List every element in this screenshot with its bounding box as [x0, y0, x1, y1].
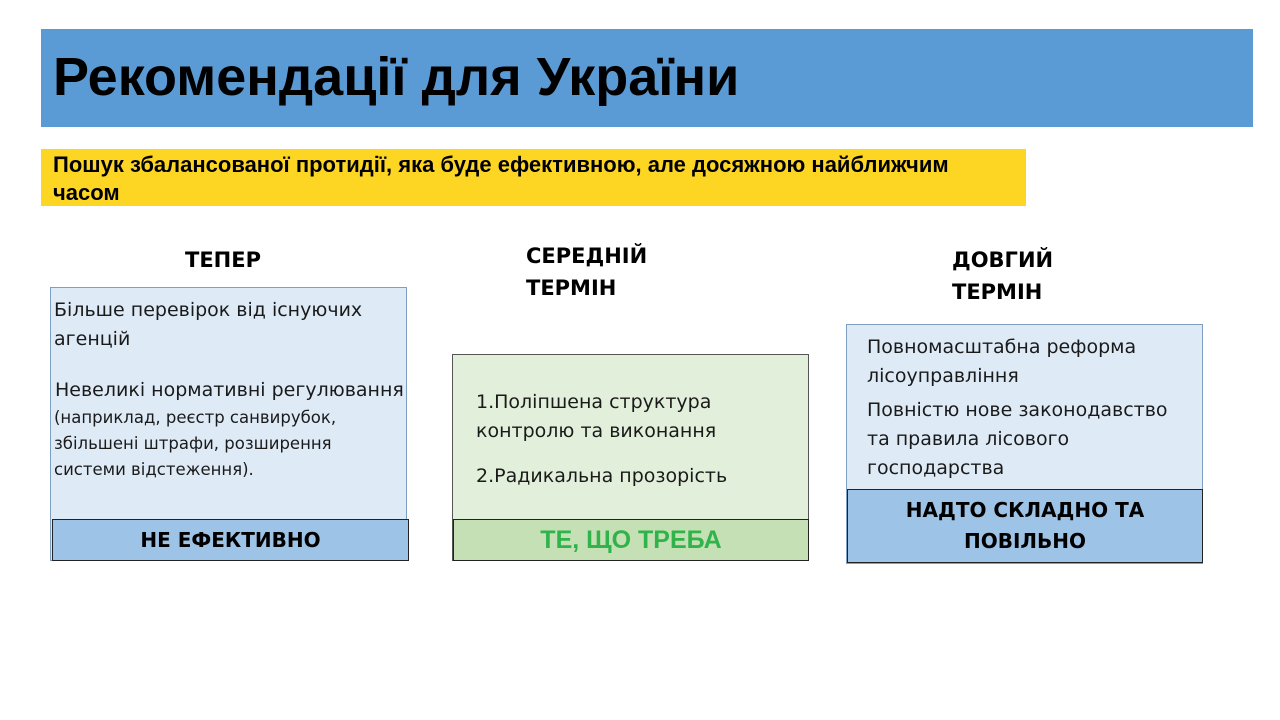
- heading-long-line1: ДОВГИЙ: [952, 248, 1054, 272]
- subtitle-banner: [41, 149, 1026, 206]
- heading-mid-line2: ТЕРМІН: [526, 276, 617, 300]
- heading-long-line2: ТЕРМІН: [952, 280, 1043, 304]
- long-item-2: Повністю нове законодавство та правила лісового господарства: [867, 399, 1168, 479]
- verdict-too-complex: [847, 489, 1203, 563]
- now-item-2: Невеликі нормативні регулювання: [55, 379, 404, 401]
- heading-now-text: ТЕПЕР: [185, 248, 261, 272]
- now-item-1: Більше перевірок від існуючих агенцій: [54, 299, 363, 350]
- title-banner: [41, 29, 1253, 127]
- heading-now: [185, 244, 261, 276]
- verdict-not-effective: НЕ ЕФЕКТИВНО: [52, 519, 409, 561]
- long-item-1: Повномасштабна реформа лісоуправління: [867, 336, 1137, 387]
- now-item-2-detail: (наприклад, реєстр санвирубок, збільшені штрафи, розширення системи відстеження).: [54, 408, 337, 479]
- verdict-too-complex-text: НАДТО СКЛАДНО ТА ПОВІЛЬНО: [905, 498, 1145, 553]
- mid-item-2: 2.Радикальна прозорість: [476, 465, 728, 487]
- slide-subtitle: Пошук збалансованої протидії, яка буде ефективною, але досяжною найближчим часом: [53, 152, 949, 205]
- heading-mid: [526, 240, 647, 304]
- mid-item-1: 1.Поліпшена структура контролю та виконання: [476, 391, 717, 442]
- heading-mid-line1: СЕРЕДНІЙ: [526, 244, 648, 268]
- slide-title: Рекомендації для України: [53, 47, 740, 107]
- heading-long: [952, 244, 1053, 308]
- verdict-just-right: ТЕ, ЩО ТРЕБА: [453, 519, 809, 561]
